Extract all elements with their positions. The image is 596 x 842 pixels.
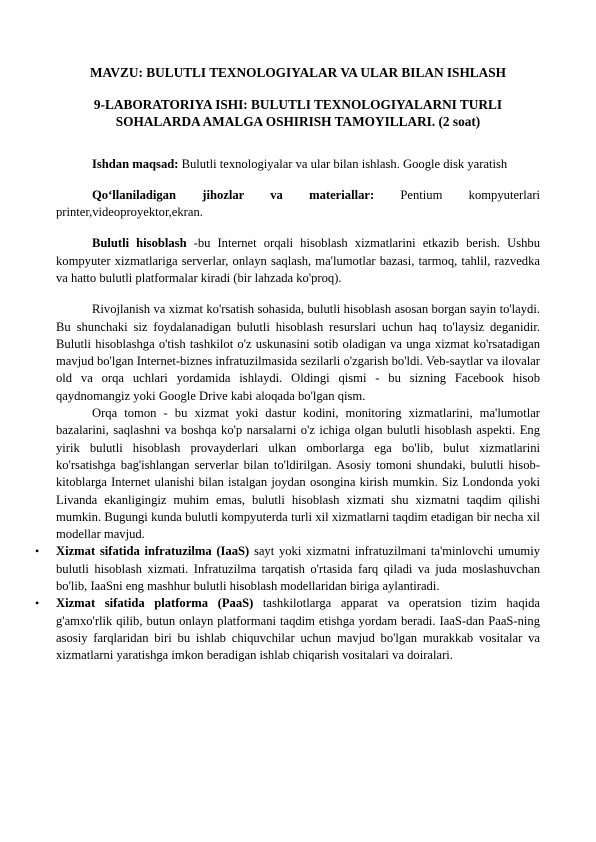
cloud-label: Bulutli hisoblash	[92, 236, 187, 251]
aim-label: Ishdan maqsad:	[92, 156, 179, 171]
lab-subtitle: 9-LABORATORIYA ISHI: BULUTLI TEXNOLOGIYALARNI TURLI SOHALARDA AMALGA OSHIRISH TAMOYILLARI. (2 soat)	[93, 96, 503, 129]
iaas-label: Xizmat sifatida infratuzilma (IaaS)	[56, 544, 250, 559]
document-title: MAVZU: BULUTLI TEXNOLOGIYALAR VA ULAR BILAN ISHLASH	[89, 65, 506, 80]
body-paragraph-2: Orqa tomon - bu xizmat yoki dastur kodini, monitoring xizmatlarini, ma'lumotlar bazalarini, saqlashni va boshqa ko'p narsalarni o'z ichiga olgan bulutli hisoblash aspekti. Eng yirik bulutli hisoblash provayderlari ulkan omborlarga ega bo'lib, bulut xizmatlarini ko'rsatishga bag'ishlangan serverlar bilan to'ldirilgan. Asosiy tomoni shundaki, bulutli hisob-kitoblarga Internet ulanishi bilan istalgan joydan osongina kirish mumkin. Siz Londonda yoki Livanda ekanligingiz muhim emas, bulutli hisoblash xizmati shu xizmatni taqdim qilishi mumkin. Bugungi kunda bulutli kompyuterda turli xil xizmatlarni taqdim etadigan bir necha xil modellar mavjud.	[56, 406, 540, 542]
aim-text: Bulutli texnologiyalar va ular bilan ishlash. Google disk yaratish	[178, 156, 508, 171]
paas-label: Xizmat sifatida platforma (PaaS)	[56, 596, 254, 611]
list-item-paas	[35, 595, 540, 664]
service-model-list	[35, 543, 540, 664]
body-paragraph-1: Rivojlanish va xizmat ko'rsatish sohasida, bulutli hisoblash asosan borgan sayin to'laydi. Bu shunchaki siz foydalanadigan bulutli hisoblash resurslari uchun haq to'laysiz deganidir. Bulutli hisoblashga o'tish tashkilot o'z uskunasini sotib oladigan va unga xizmat ko'rsatadigan mavjud bo'lgan Internet-biznes infratuzilmasida sezilarli o'zgarish bo'ldi. Veb-saytlar va ilovalar old va orqa uchlari yordamida ishlaydi. Oldingi qismi - bu sizning Facebook hisob qaydnomangiz yoki Google Drive kabi aloqada bo'lgan qism.	[56, 302, 540, 403]
aim-paragraph	[56, 156, 540, 173]
tools-paragraph	[56, 187, 540, 222]
bullet-icon: •	[35, 596, 40, 611]
list-item-iaas	[35, 543, 540, 595]
cloud-definition-paragraph	[56, 235, 540, 287]
cloud-text: -bu Internet orqali hisoblash xizmatlarini etkazib berish. Ushbu kompyuter xizmatlariga serverlar, onlayn saqlash, ma'lumotlar bazasi, tarmoq, tahlil, razvedka va hatto bulutli platformalar kiradi (bir lahzada ko'proq).	[56, 236, 541, 285]
iaas-text: sayt yoki xizmatni infratuzilmani ta'minlovchi umumiy bulutli hisoblash xizmati. Infratuzilma tarqatish o'rtasida farq qiladi va juda moslashuvchan bo'lib, IaaSni eng mashhur bulutli hisoblash modellaridan biriga aylantiradi.	[56, 544, 540, 594]
bullet-icon: •	[35, 544, 40, 559]
tools-text: Pentium kompyuterlari printer,videoproyektor,ekran.	[56, 187, 541, 220]
paas-text: tashkilotlarga apparat va operatsion tizim haqida g'amxo'rlik qilib, butun onlayn platformani taqdim etishga yordam beradi. IaaS-dan PaaS-ning asosiy farqlaridan biri bu ishlab chiquvchilar uchun mavjud bo'lgan murakkab vositalar va xizmatlarni yaratishga imkon beradigan ishlab chiqarish vositalari va doiralari.	[56, 596, 540, 663]
tools-label: Qo‘llaniladigan jihozlar va materiallar:	[92, 187, 375, 202]
